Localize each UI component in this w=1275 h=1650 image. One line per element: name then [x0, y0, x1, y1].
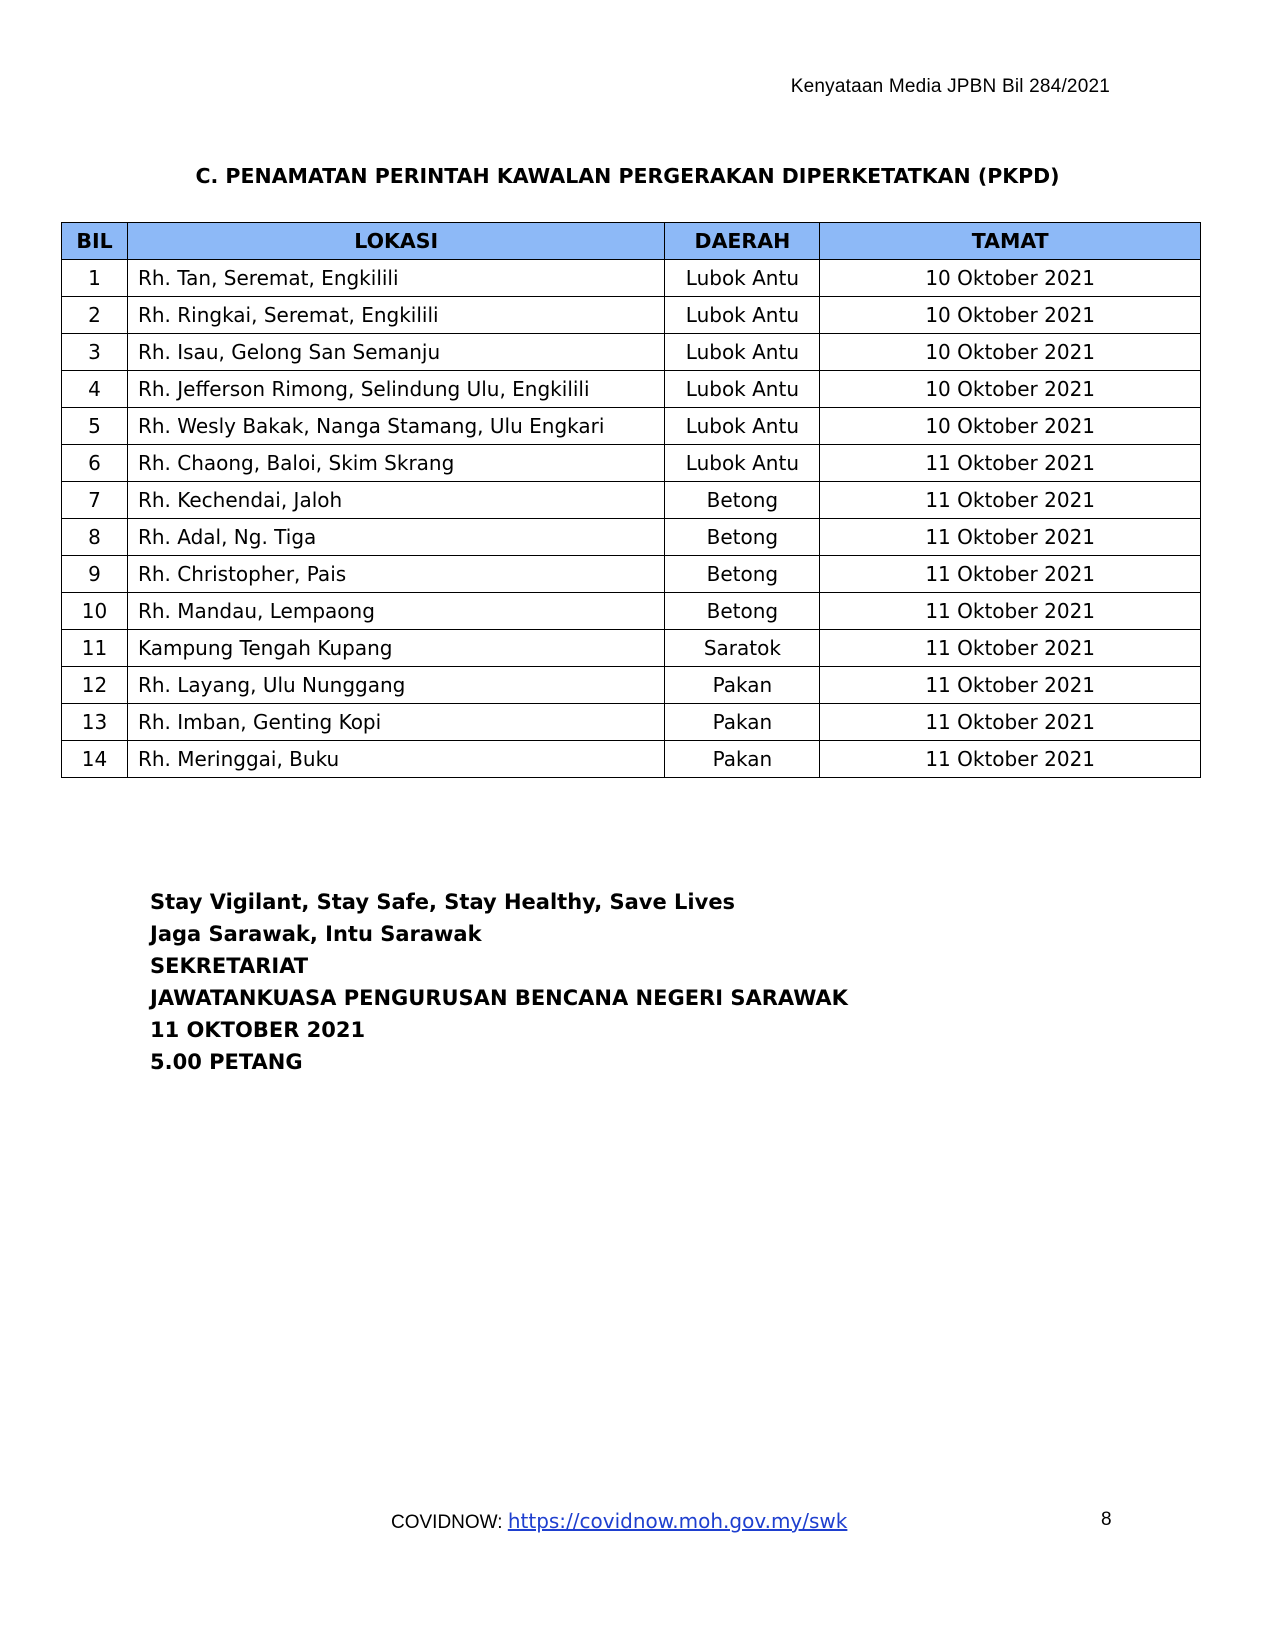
column-header-daerah: DAERAH	[665, 223, 820, 260]
cell-daerah: Betong	[665, 519, 820, 556]
cell-lokasi: Rh. Jefferson Rimong, Selindung Ulu, Engkilili	[127, 371, 664, 408]
cell-lokasi: Rh. Mandau, Lempaong	[127, 593, 664, 630]
cell-lokasi: Rh. Layang, Ulu Nunggang	[127, 667, 664, 704]
cell-daerah: Lubok Antu	[665, 297, 820, 334]
cell-daerah: Pakan	[665, 667, 820, 704]
cell-lokasi: Rh. Tan, Seremat, Engkilili	[127, 260, 664, 297]
cell-daerah: Lubok Antu	[665, 334, 820, 371]
cell-bil: 8	[62, 519, 128, 556]
cell-tamat: 10 Oktober 2021	[820, 408, 1201, 445]
cell-tamat: 10 Oktober 2021	[820, 297, 1201, 334]
closing-line: Stay Vigilant, Stay Safe, Stay Healthy, Save Lives	[150, 890, 736, 914]
table-row	[62, 334, 1201, 371]
cell-lokasi: Rh. Christopher, Pais	[127, 556, 664, 593]
cell-daerah: Lubok Antu	[665, 445, 820, 482]
cell-tamat: 11 Oktober 2021	[820, 445, 1201, 482]
cell-bil: 14	[62, 741, 128, 778]
cell-bil: 10	[62, 593, 128, 630]
cell-tamat: 10 Oktober 2021	[820, 260, 1201, 297]
column-header-tamat: TAMAT	[820, 223, 1201, 260]
cell-daerah: Pakan	[665, 704, 820, 741]
table-row	[62, 556, 1201, 593]
cell-bil: 13	[62, 704, 128, 741]
cell-daerah: Betong	[665, 593, 820, 630]
cell-daerah: Lubok Antu	[665, 371, 820, 408]
cell-daerah: Betong	[665, 556, 820, 593]
closing-line: 5.00 PETANG	[150, 1050, 303, 1074]
column-header-lokasi: LOKASI	[127, 223, 664, 260]
cell-lokasi: Rh. Meringgai, Buku	[127, 741, 664, 778]
closing-line: JAWATANKUASA PENGURUSAN BENCANA NEGERI SARAWAK	[150, 986, 848, 1010]
cell-lokasi: Rh. Chaong, Baloi, Skim Skrang	[127, 445, 664, 482]
cell-tamat: 11 Oktober 2021	[820, 593, 1201, 630]
table-row	[62, 371, 1201, 408]
cell-daerah: Pakan	[665, 741, 820, 778]
pkpd-table	[61, 222, 1201, 778]
cell-tamat: 10 Oktober 2021	[820, 334, 1201, 371]
cell-lokasi: Rh. Wesly Bakak, Nanga Stamang, Ulu Engkari	[127, 408, 664, 445]
cell-daerah: Saratok	[665, 630, 820, 667]
table-row	[62, 704, 1201, 741]
cell-bil: 2	[62, 297, 128, 334]
covidnow-link[interactable]: https://covidnow.moh.gov.my/swk	[507, 1509, 848, 1533]
cell-bil: 7	[62, 482, 128, 519]
cell-bil: 1	[62, 260, 128, 297]
cell-bil: 12	[62, 667, 128, 704]
cell-tamat: 11 Oktober 2021	[820, 667, 1201, 704]
cell-bil: 5	[62, 408, 128, 445]
table-row	[62, 482, 1201, 519]
table-row	[62, 445, 1201, 482]
cell-lokasi: Rh. Isau, Gelong San Semanju	[127, 334, 664, 371]
closing-line: 11 OKTOBER 2021	[150, 1018, 366, 1042]
cell-lokasi: Rh. Kechendai, Jaloh	[127, 482, 664, 519]
table-header-row	[62, 223, 1201, 260]
footer-label: COVIDNOW:	[391, 1512, 508, 1533]
cell-lokasi: Kampung Tengah Kupang	[127, 630, 664, 667]
section-title: C. PENAMATAN PERINTAH KAWALAN PERGERAKAN DIPERKETATKAN (PKPD)	[195, 164, 1060, 188]
table-row	[62, 667, 1201, 704]
cell-daerah: Lubok Antu	[665, 260, 820, 297]
closing-line: SEKRETARIAT	[150, 954, 309, 978]
cell-bil: 3	[62, 334, 128, 371]
cell-tamat: 10 Oktober 2021	[820, 371, 1201, 408]
cell-daerah: Lubok Antu	[665, 408, 820, 445]
table-row	[62, 593, 1201, 630]
cell-tamat: 11 Oktober 2021	[820, 556, 1201, 593]
cell-lokasi: Rh. Ringkai, Seremat, Engkilili	[127, 297, 664, 334]
table-row	[62, 408, 1201, 445]
document-reference: Kenyataan Media JPBN Bil 284/2021	[790, 76, 1110, 97]
cell-tamat: 11 Oktober 2021	[820, 630, 1201, 667]
cell-lokasi: Rh. Adal, Ng. Tiga	[127, 519, 664, 556]
column-header-bil: BIL	[62, 223, 128, 260]
cell-tamat: 11 Oktober 2021	[820, 519, 1201, 556]
table-body	[62, 260, 1201, 778]
table-row	[62, 741, 1201, 778]
table-row	[62, 260, 1201, 297]
table-row	[62, 519, 1201, 556]
cell-lokasi: Rh. Imban, Genting Kopi	[127, 704, 664, 741]
cell-bil: 11	[62, 630, 128, 667]
page-number: 8	[1101, 1509, 1112, 1530]
cell-tamat: 11 Oktober 2021	[820, 741, 1201, 778]
cell-bil: 9	[62, 556, 128, 593]
cell-tamat: 11 Oktober 2021	[820, 482, 1201, 519]
footer	[391, 1509, 847, 1534]
cell-tamat: 11 Oktober 2021	[820, 704, 1201, 741]
table-row	[62, 630, 1201, 667]
cell-bil: 6	[62, 445, 128, 482]
closing-line: Jaga Sarawak, Intu Sarawak	[150, 922, 482, 946]
cell-daerah: Betong	[665, 482, 820, 519]
table-row	[62, 297, 1201, 334]
cell-bil: 4	[62, 371, 128, 408]
closing-block	[150, 886, 848, 1078]
